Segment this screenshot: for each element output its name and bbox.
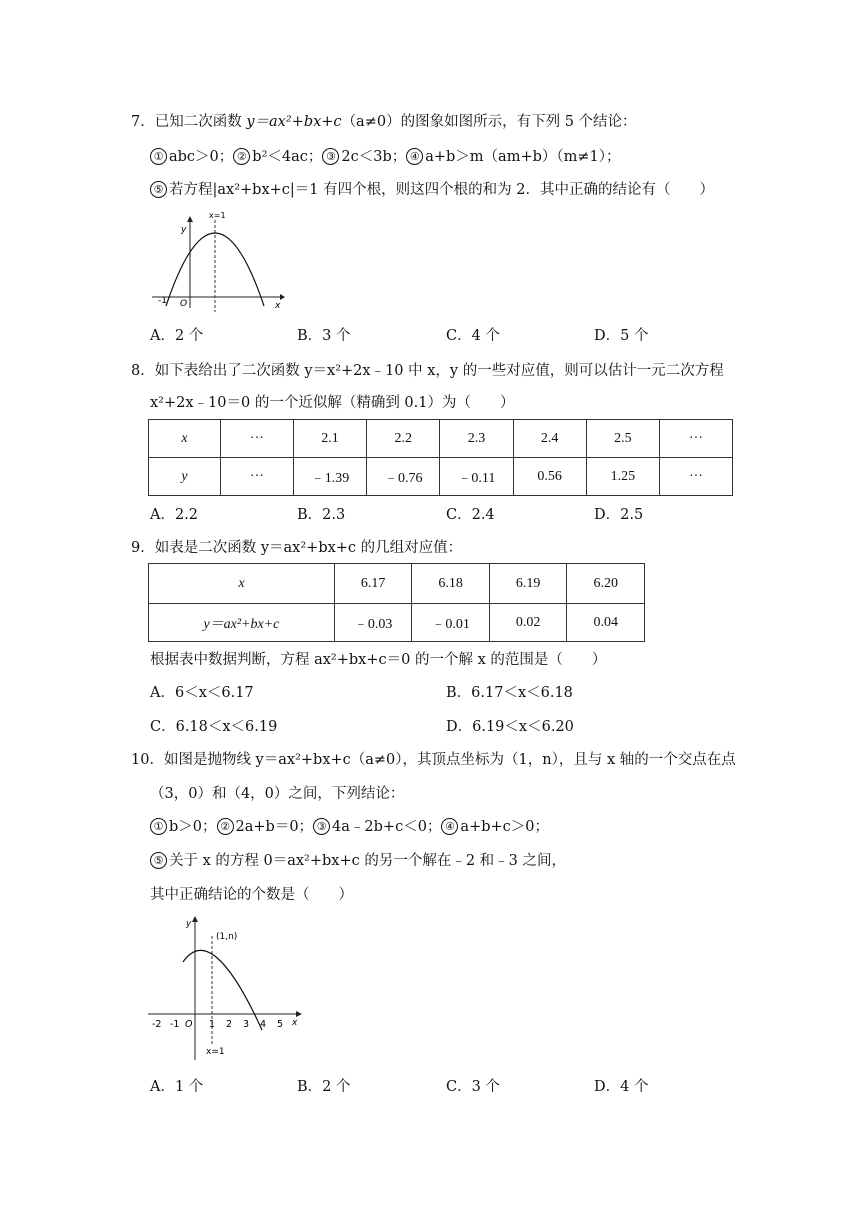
q10-text-line3: 其中正确结论的个数是（ ） bbox=[150, 887, 353, 903]
circled-1: ① bbox=[150, 818, 167, 835]
q9-text-line1: 如表是二次函数 y＝ax²+bx+c 的几组对应值： bbox=[154, 540, 463, 556]
q8-number: 8． bbox=[131, 363, 155, 379]
q7-conclusion-4: a+b＞m（am+b）（m≠1）； bbox=[425, 149, 621, 165]
q7-label-origin: O bbox=[180, 299, 188, 309]
q7-conclusion-3: 2c＜3b； bbox=[341, 149, 407, 165]
circled-2: ② bbox=[233, 148, 250, 165]
q7-y-arrow bbox=[187, 216, 193, 222]
q10-option-c[interactable]: C．3 个 bbox=[446, 1079, 500, 1095]
circled-3: ③ bbox=[313, 818, 330, 835]
q10-option-d[interactable]: D．4 个 bbox=[594, 1079, 649, 1095]
q8-cell: 2.3 bbox=[440, 420, 513, 458]
q7-conclusion-5-row bbox=[150, 180, 714, 200]
q7-function: y＝ax²+bx+c bbox=[246, 114, 342, 130]
q7-option-a[interactable]: A．2 个 bbox=[150, 328, 204, 344]
q10-tick-4: 4 bbox=[260, 1019, 267, 1030]
q10-tick-3: 3 bbox=[243, 1019, 250, 1030]
q7-option-c[interactable]: C．4 个 bbox=[446, 328, 500, 344]
q10-label-origin: O bbox=[185, 1019, 193, 1030]
q8-option-d[interactable]: D．2.5 bbox=[594, 507, 644, 523]
q9-row-y bbox=[149, 604, 645, 642]
q10-label-vertex: (1,n) bbox=[216, 932, 238, 942]
q8-option-a[interactable]: A．2.2 bbox=[150, 507, 199, 523]
q8-cell: ﹣0.11 bbox=[440, 458, 513, 496]
q9-text-line2: 根据表中数据判断，方程 ax²+bx+c＝0 的一个解 x 的范围是（ ） bbox=[150, 652, 607, 668]
q8-cell: ··· bbox=[659, 458, 732, 496]
q10-label-y: y bbox=[186, 919, 192, 929]
q9-option-c[interactable]: C．6.18＜x＜6.19 bbox=[150, 719, 278, 735]
q10-y-arrow bbox=[192, 916, 198, 922]
q9-cell: 6.18 bbox=[412, 564, 490, 604]
q7-conclusions-row bbox=[150, 147, 621, 167]
q7-label-neg1: -1 bbox=[158, 296, 167, 306]
q7-conclusion-5: 若方程|ax²+bx+c|＝1 有四个根，则这四个根的和为 2．其中正确的结论有（ ） bbox=[169, 182, 714, 198]
q9-cell: 6.20 bbox=[567, 564, 645, 604]
q7-condition: （a≠0） bbox=[341, 114, 401, 130]
q10-option-b[interactable]: B．2 个 bbox=[297, 1079, 351, 1095]
q7-parabola-graph bbox=[148, 208, 288, 313]
q9-cell: 0.02 bbox=[489, 604, 567, 642]
q10-text-line1: 如图是抛物线 y＝ax²+bx+c（a≠0），其顶点坐标为（1，n），且与 x 轴的一个交点在点 bbox=[163, 752, 736, 768]
q9-cell: 6.17 bbox=[334, 564, 412, 604]
q7-label-symmetry: x=1 bbox=[209, 211, 226, 220]
q8-text-line1: 如下表给出了二次函数 y＝x²+2x﹣10 中 x，y 的一些对应值，则可以估计一元二次方程 bbox=[154, 363, 724, 379]
q9-cell: ﹣0.03 bbox=[334, 604, 412, 642]
circled-4: ④ bbox=[441, 818, 458, 835]
q10-conclusion-4: a+b+c＞0； bbox=[460, 819, 549, 835]
q7-stem-text-b: 的图象如图所示，有下列 5 个结论： bbox=[400, 114, 637, 130]
q8-cell: 2.5 bbox=[586, 420, 659, 458]
q9-cell: 0.04 bbox=[567, 604, 645, 642]
q8-cell: y bbox=[149, 458, 221, 496]
q9-stem-line1 bbox=[131, 538, 462, 558]
q10-number: 10． bbox=[131, 752, 164, 768]
q8-cell: x bbox=[149, 420, 221, 458]
q7-label-y: y bbox=[181, 225, 187, 235]
circled-5: ⑤ bbox=[150, 181, 167, 198]
q8-cell: ··· bbox=[659, 420, 732, 458]
q9-number: 9． bbox=[131, 540, 155, 556]
circled-5: ⑤ bbox=[150, 852, 167, 869]
q10-stem-line1 bbox=[131, 750, 736, 770]
q9-cell: 6.19 bbox=[489, 564, 567, 604]
q10-tick-5: 5 bbox=[277, 1019, 284, 1030]
q10-text-line2: （3，0）和（4，0）之间，下列结论： bbox=[150, 786, 405, 802]
q8-cell: 2.1 bbox=[293, 420, 366, 458]
q9-cell: y＝ax²+bx+c bbox=[149, 604, 335, 642]
q9-value-table bbox=[148, 563, 645, 642]
q8-option-b[interactable]: B．2.3 bbox=[297, 507, 346, 523]
q10-parabola-graph bbox=[146, 912, 306, 1064]
q7-label-x: x bbox=[275, 301, 281, 311]
q9-option-d[interactable]: D．6.19＜x＜6.20 bbox=[446, 719, 574, 735]
q8-cell: ﹣0.76 bbox=[367, 458, 440, 496]
q8-cell: ﹣1.39 bbox=[293, 458, 366, 496]
q8-value-table bbox=[148, 419, 733, 496]
q8-row-y bbox=[149, 458, 733, 496]
q10-conclusion-3: 4a﹣2b+c＜0； bbox=[332, 819, 442, 835]
q8-cell: 0.56 bbox=[513, 458, 586, 496]
q8-cell: 2.4 bbox=[513, 420, 586, 458]
q10-conclusion-2: 2a+b＝0； bbox=[235, 819, 314, 835]
q10-conclusion-5: 关于 x 的方程 0＝ax²+bx+c 的另一个解在﹣2 和﹣3 之间， bbox=[169, 853, 567, 869]
q8-cell: ··· bbox=[220, 420, 293, 458]
q8-cell: 2.2 bbox=[367, 420, 440, 458]
q10-conclusions-row bbox=[150, 817, 549, 837]
q10-option-a[interactable]: A．1 个 bbox=[150, 1079, 204, 1095]
q10-label-symmetry: x=1 bbox=[206, 1047, 225, 1057]
q7-option-b[interactable]: B．3 个 bbox=[297, 328, 351, 344]
q9-option-a[interactable]: A．6＜x＜6.17 bbox=[150, 685, 254, 701]
q10-tick-2: 2 bbox=[226, 1019, 233, 1030]
q10-conclusion-5-row bbox=[150, 851, 566, 871]
q10-tick-neg1: -1 bbox=[170, 1019, 180, 1030]
q10-x-arrow bbox=[296, 1011, 302, 1017]
circled-4: ④ bbox=[406, 148, 423, 165]
circled-2: ② bbox=[217, 818, 234, 835]
q10-tick-1: 1 bbox=[209, 1019, 216, 1030]
q8-stem-line1 bbox=[131, 361, 724, 381]
q9-row-x bbox=[149, 564, 645, 604]
q7-conclusion-2: b²＜4ac； bbox=[252, 149, 323, 165]
q7-conclusion-1: abc＞0； bbox=[169, 149, 234, 165]
q10-tick-neg2: -2 bbox=[152, 1019, 162, 1030]
q7-stem-text-a: 已知二次函数 bbox=[154, 114, 247, 130]
q9-option-b[interactable]: B．6.17＜x＜6.18 bbox=[446, 685, 573, 701]
q9-cell: ﹣0.01 bbox=[412, 604, 490, 642]
q8-cell: ··· bbox=[220, 458, 293, 496]
q9-cell: x bbox=[149, 564, 335, 604]
q7-number: 7． bbox=[131, 114, 155, 130]
q8-option-c[interactable]: C．2.4 bbox=[446, 507, 495, 523]
circled-3: ③ bbox=[322, 148, 339, 165]
q7-x-arrow bbox=[280, 294, 285, 300]
q10-label-x: x bbox=[292, 1018, 298, 1028]
q7-stem bbox=[131, 112, 637, 132]
q8-cell: 1.25 bbox=[586, 458, 659, 496]
q8-text-line2: x²+2x﹣10＝0 的一个近似解（精确到 0.1）为（ ） bbox=[150, 395, 515, 411]
q8-row-x bbox=[149, 420, 733, 458]
circled-1: ① bbox=[150, 148, 167, 165]
q10-conclusion-1: b＞0； bbox=[169, 819, 217, 835]
q7-option-d[interactable]: D．5 个 bbox=[594, 328, 649, 344]
